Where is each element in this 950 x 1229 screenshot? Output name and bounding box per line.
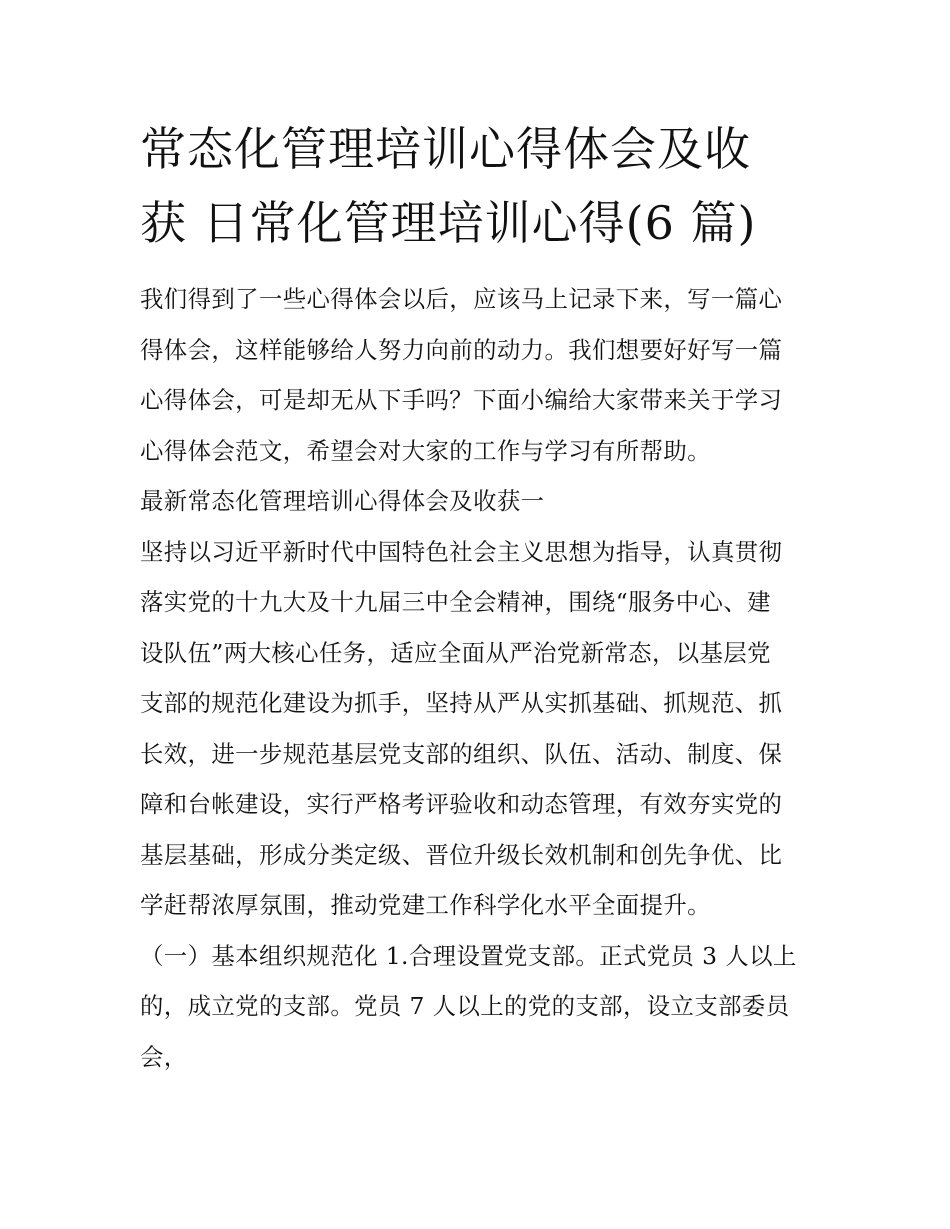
section-heading: [140, 476, 812, 527]
text-line: 我们得到了一些心得体会以后，应该马上记录下来，写一篇心: [140, 285, 783, 313]
text-line: （一）基本组织规范化 1.合理设置党支部。正式党员 3 人以上: [140, 941, 797, 970]
text-line: 学赶帮浓厚氛围，推动党建工作科学化水平全面提升。: [140, 891, 711, 919]
document-content: [140, 112, 812, 1082]
text-line: 会，: [140, 1042, 188, 1071]
document-body: [140, 274, 812, 1082]
text-line: 最新常态化管理培训心得体会及收获一: [140, 487, 545, 515]
text-line: 设队伍”两大核心任务，适应全面从严治党新常态，以基层党: [140, 638, 771, 667]
title-line: 常态化管理培训心得体会及收: [140, 122, 751, 176]
text-line: 基层基础，形成分类定级、晋位升级长效机制和创先争优、比: [140, 840, 783, 869]
text-line: 坚持以习近平新时代中国特色社会主义思想为指导，认真贯彻: [140, 537, 783, 566]
title-line: 获 日常化管理培训心得(6 篇): [140, 196, 757, 250]
text-line: 落实党的十九大及十九届三中全会精神，围绕“服务中心、建: [140, 588, 771, 616]
text-line: 心得体会，可是却无从下手吗？下面小编给大家带来关于学习: [140, 386, 783, 414]
intro-paragraph: [140, 274, 812, 476]
body-paragraph: [140, 527, 812, 931]
document-title: [140, 112, 812, 260]
text-line: 长效，进一步规范基层党支部的组织、队伍、活动、制度、保: [140, 739, 783, 768]
text-line: 的，成立党的支部。党员 7 人以上的党的支部，设立支部委员: [140, 992, 790, 1020]
text-line: 心得体会范文，希望会对大家的工作与学习有所帮助。: [140, 436, 711, 465]
text-line: 支部的规范化建设为抓手，坚持从严从实抓基础、抓规范、抓: [140, 689, 783, 717]
text-line: 障和台帐建设，实行严格考评验收和动态管理，有效夯实党的: [140, 790, 783, 818]
text-line: 得体会，这样能够给人努力向前的动力。我们想要好好写一篇: [140, 335, 783, 364]
body-paragraph: [140, 931, 812, 1083]
